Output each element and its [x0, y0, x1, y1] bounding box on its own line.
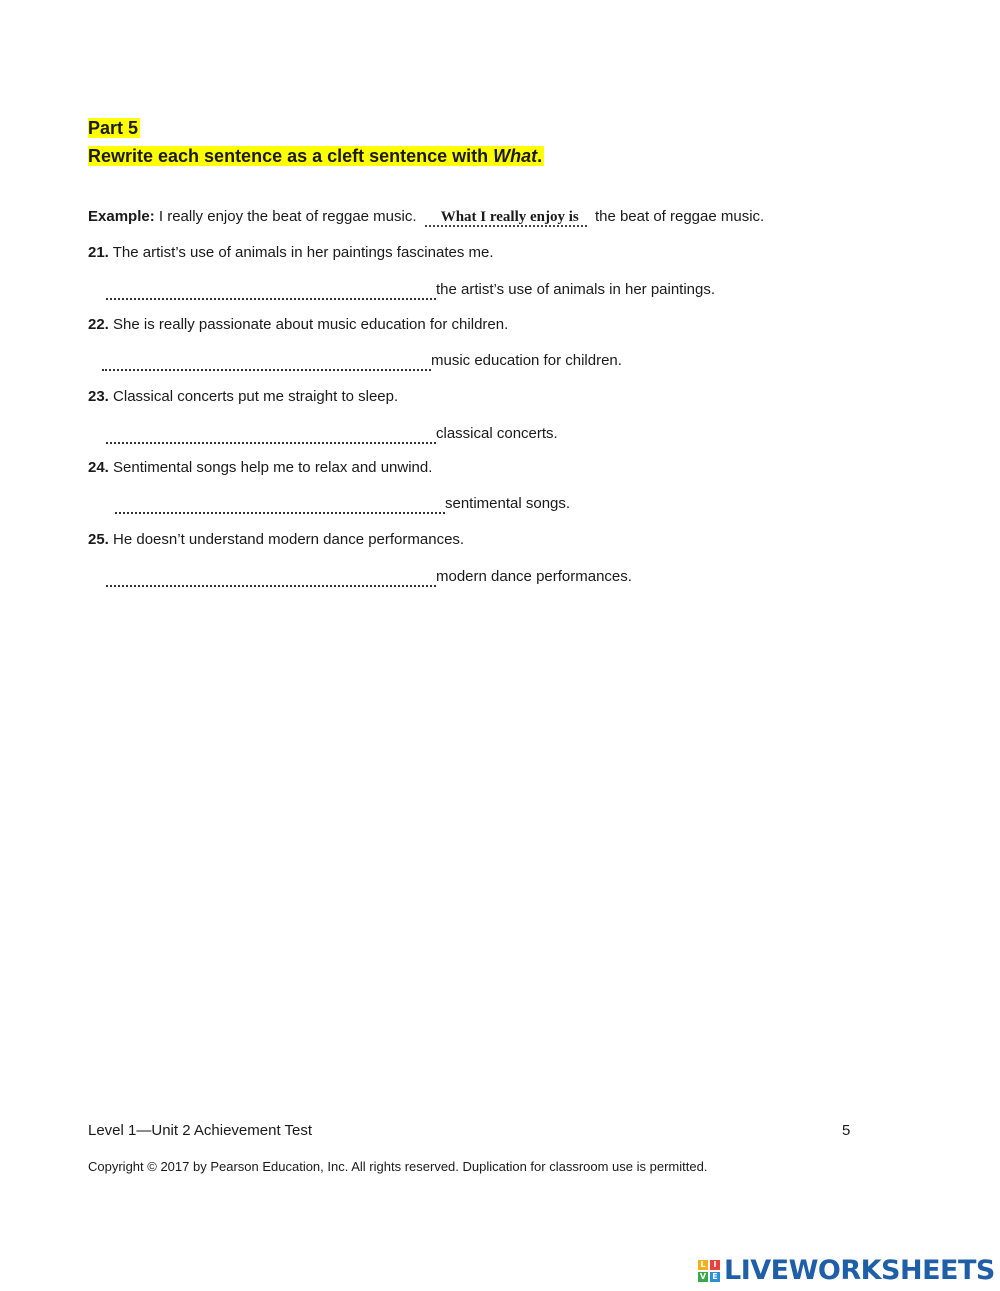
question-21: [88, 243, 494, 263]
answer-input-24[interactable]: [115, 496, 445, 514]
instruction-text: Rewrite each sentence as a cleft sentence with What.: [88, 146, 543, 166]
question-number: 24.: [88, 459, 109, 476]
answer-row-25: [106, 567, 632, 587]
instruction-emphasis: What: [493, 146, 538, 166]
answer-ending: the artist’s use of animals in her paintings.: [436, 281, 716, 298]
answer-ending: music education for children.: [431, 352, 622, 369]
example-line: [88, 207, 764, 227]
footer-page-number: 5: [842, 1122, 851, 1139]
question-sentence: Classical concerts put me straight to sleep.: [113, 388, 399, 405]
question-22: [88, 315, 508, 335]
instruction-heading: [88, 144, 544, 168]
example-answer: What I really enjoy is: [425, 209, 587, 227]
answer-ending: sentimental songs.: [445, 495, 571, 512]
question-23: [88, 387, 398, 407]
answer-row-24: [115, 494, 570, 514]
example-label: Example:: [88, 208, 155, 225]
question-sentence: She is really passionate about music education for children.: [113, 316, 509, 333]
question-sentence: He doesn’t understand modern dance performances.: [113, 531, 465, 548]
example-ending: the beat of reggae music.: [594, 208, 765, 225]
answer-row-23: [106, 424, 558, 444]
answer-ending: modern dance performances.: [436, 568, 632, 585]
liveworksheets-logo: [698, 1255, 995, 1286]
question-number: 22.: [88, 316, 109, 333]
answer-ending: classical concerts.: [436, 425, 558, 442]
example-sentence: I really enjoy the beat of reggae music.: [158, 208, 417, 225]
answer-input-25[interactable]: [106, 569, 436, 587]
question-25: [88, 530, 464, 550]
footer-copyright: Copyright © 2017 by Pearson Education, Inc. All rights reserved. Duplication for classroom use is permitted.: [88, 1159, 708, 1174]
part-label: Part 5: [88, 118, 139, 138]
answer-input-23[interactable]: [106, 426, 436, 444]
logo-block: E: [710, 1272, 720, 1282]
question-number: 25.: [88, 531, 109, 548]
answer-row-22: [102, 351, 622, 371]
question-number: 23.: [88, 388, 109, 405]
logo-text: LIVEWORKSHEETS: [724, 1255, 995, 1286]
logo-block: V: [699, 1271, 707, 1281]
answer-input-21[interactable]: [106, 282, 436, 300]
question-sentence: The artist’s use of animals in her paintings fascinates me.: [112, 244, 494, 261]
part-heading: [88, 116, 140, 140]
question-sentence: Sentimental songs help me to relax and unwind.: [113, 459, 433, 476]
logo-block: L: [698, 1260, 708, 1270]
answer-input-22[interactable]: [102, 353, 431, 371]
answer-row-21: [106, 280, 715, 300]
logo-blocks-icon: [698, 1260, 720, 1282]
footer-test-name: Level 1—Unit 2 Achievement Test: [88, 1122, 313, 1139]
question-number: 21.: [88, 244, 109, 261]
logo-block: I: [710, 1260, 720, 1270]
question-24: [88, 458, 432, 478]
